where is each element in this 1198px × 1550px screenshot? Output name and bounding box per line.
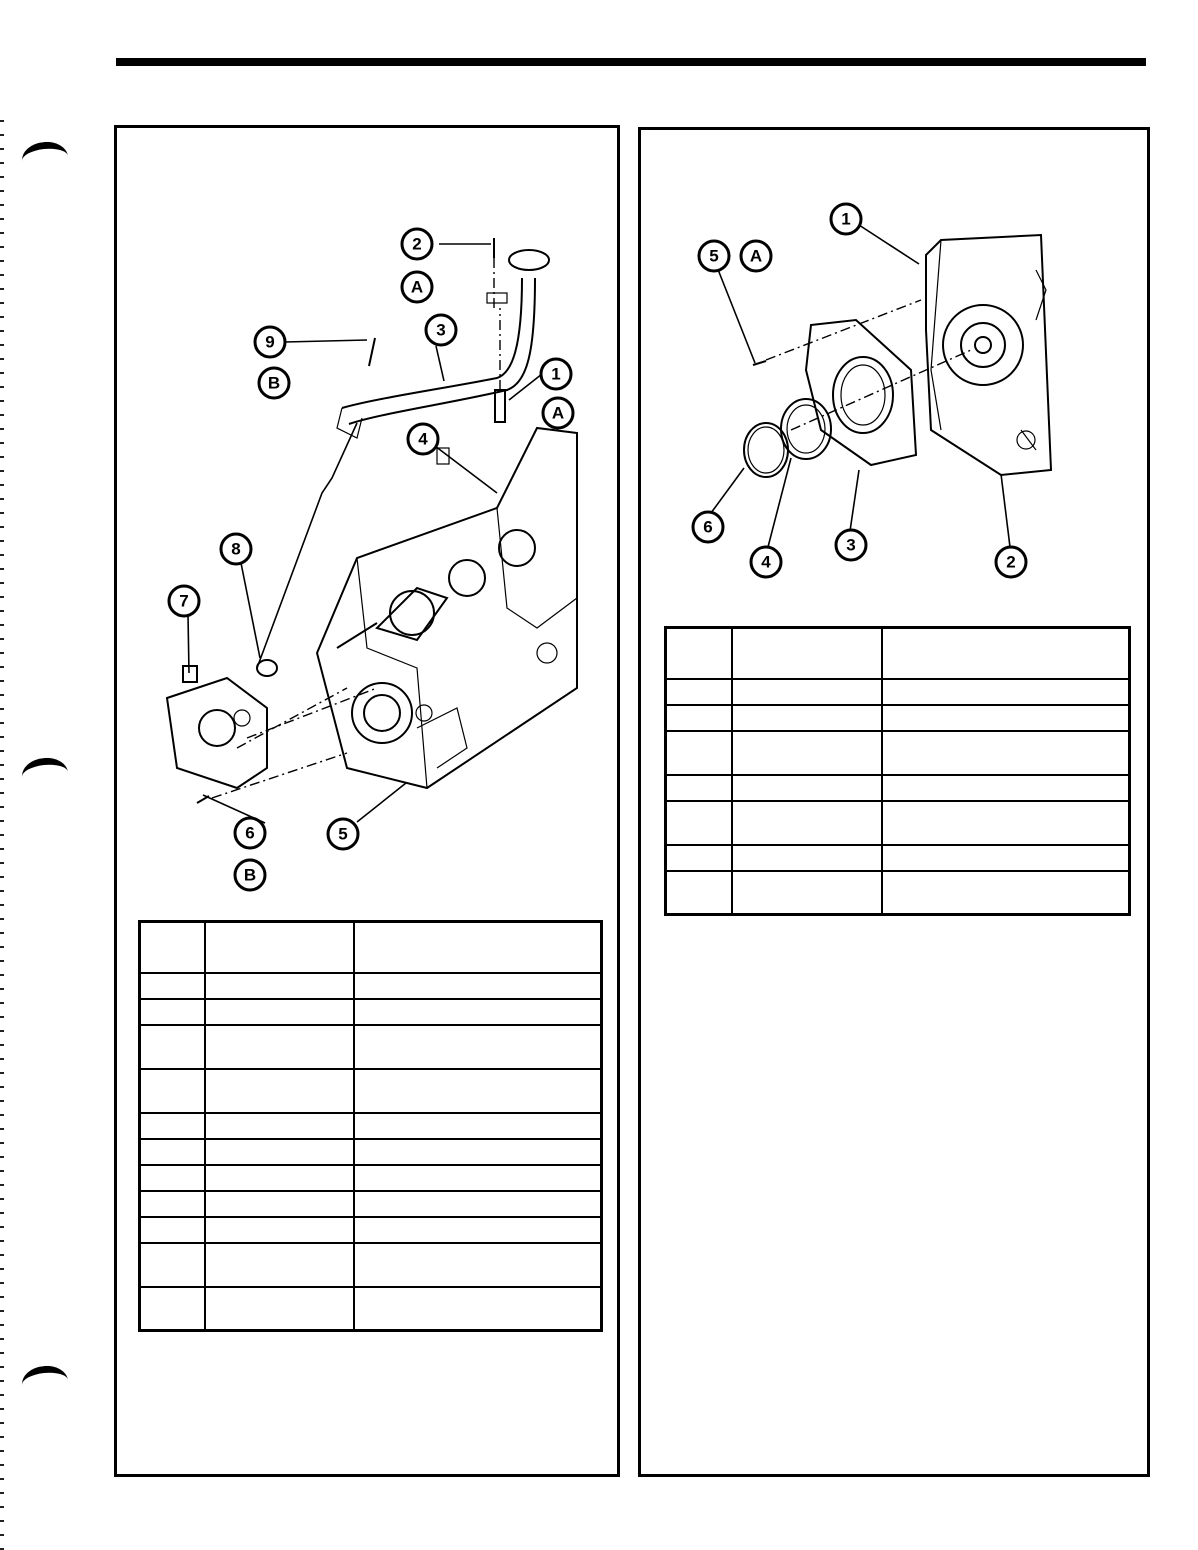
svg-text:A: A [749, 246, 763, 266]
callout-3 [836, 530, 866, 560]
callout-9 [255, 327, 285, 357]
table-header-cell [666, 628, 732, 679]
table-cell [205, 1113, 354, 1139]
table-row [140, 1113, 602, 1139]
table-cell [205, 1069, 354, 1113]
table-cell [205, 1165, 354, 1191]
binder-hole-mark [20, 1364, 69, 1402]
table-row [140, 1217, 602, 1243]
table-header-row [666, 628, 1130, 679]
engine-block-drawing [317, 428, 577, 788]
callout-a [402, 272, 432, 302]
table-cell [732, 731, 882, 775]
table-row [666, 705, 1130, 731]
table-cell [140, 973, 205, 999]
callout-3 [426, 315, 456, 345]
binder-hole-mark [20, 756, 69, 794]
table-cell [666, 871, 732, 915]
table-header-row [140, 922, 602, 973]
rear-seal-retainer-illustration [641, 130, 1153, 600]
svg-text:5: 5 [709, 246, 719, 266]
table-cell [140, 1069, 205, 1113]
svg-text:B: B [243, 865, 257, 885]
table-row [140, 1025, 602, 1069]
table-cell [140, 1113, 205, 1139]
table-cell [140, 999, 205, 1025]
table-header-cell [882, 628, 1130, 679]
table-row [140, 1287, 602, 1331]
svg-text:4: 4 [418, 429, 428, 449]
callout-a [543, 398, 573, 428]
table-cell [666, 801, 732, 845]
table-cell [354, 973, 602, 999]
callout-6 [235, 818, 265, 848]
callout-5 [328, 819, 358, 849]
table-row [666, 731, 1130, 775]
svg-text:2: 2 [412, 234, 422, 254]
table-row [140, 1191, 602, 1217]
table-cell [666, 705, 732, 731]
table-cell [354, 1191, 602, 1217]
svg-text:4: 4 [761, 552, 771, 572]
table-cell [354, 1287, 602, 1331]
table-row [140, 973, 602, 999]
callout-2 [402, 229, 432, 259]
table-cell [354, 1069, 602, 1113]
svg-text:1: 1 [551, 364, 561, 384]
svg-text:9: 9 [265, 332, 275, 352]
svg-text:6: 6 [703, 517, 713, 537]
table-header-cell [732, 628, 882, 679]
table-cell [205, 973, 354, 999]
bolt-drawing [369, 338, 375, 366]
callout-4 [408, 424, 438, 454]
table-cell [882, 679, 1130, 705]
table-row [666, 845, 1130, 871]
svg-text:B: B [267, 373, 281, 393]
table-cell [666, 775, 732, 801]
table-cell [354, 999, 602, 1025]
table-cell [666, 731, 732, 775]
table-row [140, 999, 602, 1025]
callout-b [259, 368, 289, 398]
table-cell [732, 705, 882, 731]
svg-text:A: A [410, 277, 424, 297]
right-figure-panel [638, 127, 1150, 1477]
svg-text:3: 3 [846, 535, 856, 555]
table-row [666, 871, 1130, 915]
table-row [140, 1139, 602, 1165]
table-cell [732, 679, 882, 705]
callout-1 [831, 204, 861, 234]
callout-5 [699, 241, 729, 271]
svg-text:3: 3 [436, 320, 446, 340]
table-cell [732, 775, 882, 801]
callout-8 [221, 534, 251, 564]
table-cell [205, 1191, 354, 1217]
svg-text:5: 5 [338, 824, 348, 844]
table-row [666, 801, 1130, 845]
left-parts-table [138, 920, 603, 1332]
table-cell [732, 801, 882, 845]
table-cell [354, 1217, 602, 1243]
table-cell [882, 705, 1130, 731]
left-figure-panel [114, 125, 620, 1477]
table-header-cell [140, 922, 205, 973]
table-cell [354, 1139, 602, 1165]
table-cell [140, 1243, 205, 1287]
table-cell [205, 999, 354, 1025]
table-cell [205, 1287, 354, 1331]
callout-b [235, 860, 265, 890]
seal-retainer-drawing [806, 320, 916, 465]
callout-6 [693, 512, 723, 542]
table-cell [140, 1139, 205, 1165]
table-cell [205, 1139, 354, 1165]
right-parts-table [664, 626, 1131, 916]
svg-text:A: A [551, 403, 565, 423]
table-cell [354, 1113, 602, 1139]
oil-pump-exploded-illustration [117, 128, 623, 918]
table-cell [666, 845, 732, 871]
table-cell [205, 1217, 354, 1243]
table-row [666, 679, 1130, 705]
table-cell [140, 1191, 205, 1217]
table-cell [140, 1217, 205, 1243]
table-header-cell [354, 922, 602, 973]
engine-block-rear-drawing [926, 235, 1051, 475]
table-cell [140, 1025, 205, 1069]
callout-1 [541, 359, 571, 389]
table-cell [666, 679, 732, 705]
table-row [140, 1069, 602, 1113]
table-row [140, 1243, 602, 1287]
table-cell [882, 871, 1130, 915]
table-cell [354, 1025, 602, 1069]
page-header-rule [116, 58, 1146, 66]
svg-text:2: 2 [1006, 552, 1016, 572]
table-cell [732, 845, 882, 871]
table-cell [205, 1025, 354, 1069]
callout-4 [751, 547, 781, 577]
gasket-drawing [257, 660, 277, 676]
svg-text:1: 1 [841, 209, 851, 229]
table-row [140, 1165, 602, 1191]
oil-pump-drawing [167, 666, 267, 788]
table-row [666, 775, 1130, 801]
table-cell [354, 1243, 602, 1287]
table-cell [882, 801, 1130, 845]
svg-text:7: 7 [179, 591, 189, 611]
table-cell [140, 1287, 205, 1331]
table-cell [882, 775, 1130, 801]
table-cell [882, 845, 1130, 871]
table-cell [205, 1243, 354, 1287]
callout-7 [169, 586, 199, 616]
callout-2 [996, 547, 1026, 577]
callout-a [741, 241, 771, 271]
gasket-ring-drawing [744, 423, 788, 477]
svg-text:8: 8 [231, 539, 241, 559]
table-cell [140, 1165, 205, 1191]
stud-drawing [495, 390, 505, 422]
svg-text:6: 6 [245, 823, 255, 843]
table-cell [354, 1165, 602, 1191]
binder-hole-mark [20, 140, 69, 178]
table-cell [732, 871, 882, 915]
binder-edge-dots [0, 120, 4, 1550]
table-cell [882, 731, 1130, 775]
table-header-cell [205, 922, 354, 973]
